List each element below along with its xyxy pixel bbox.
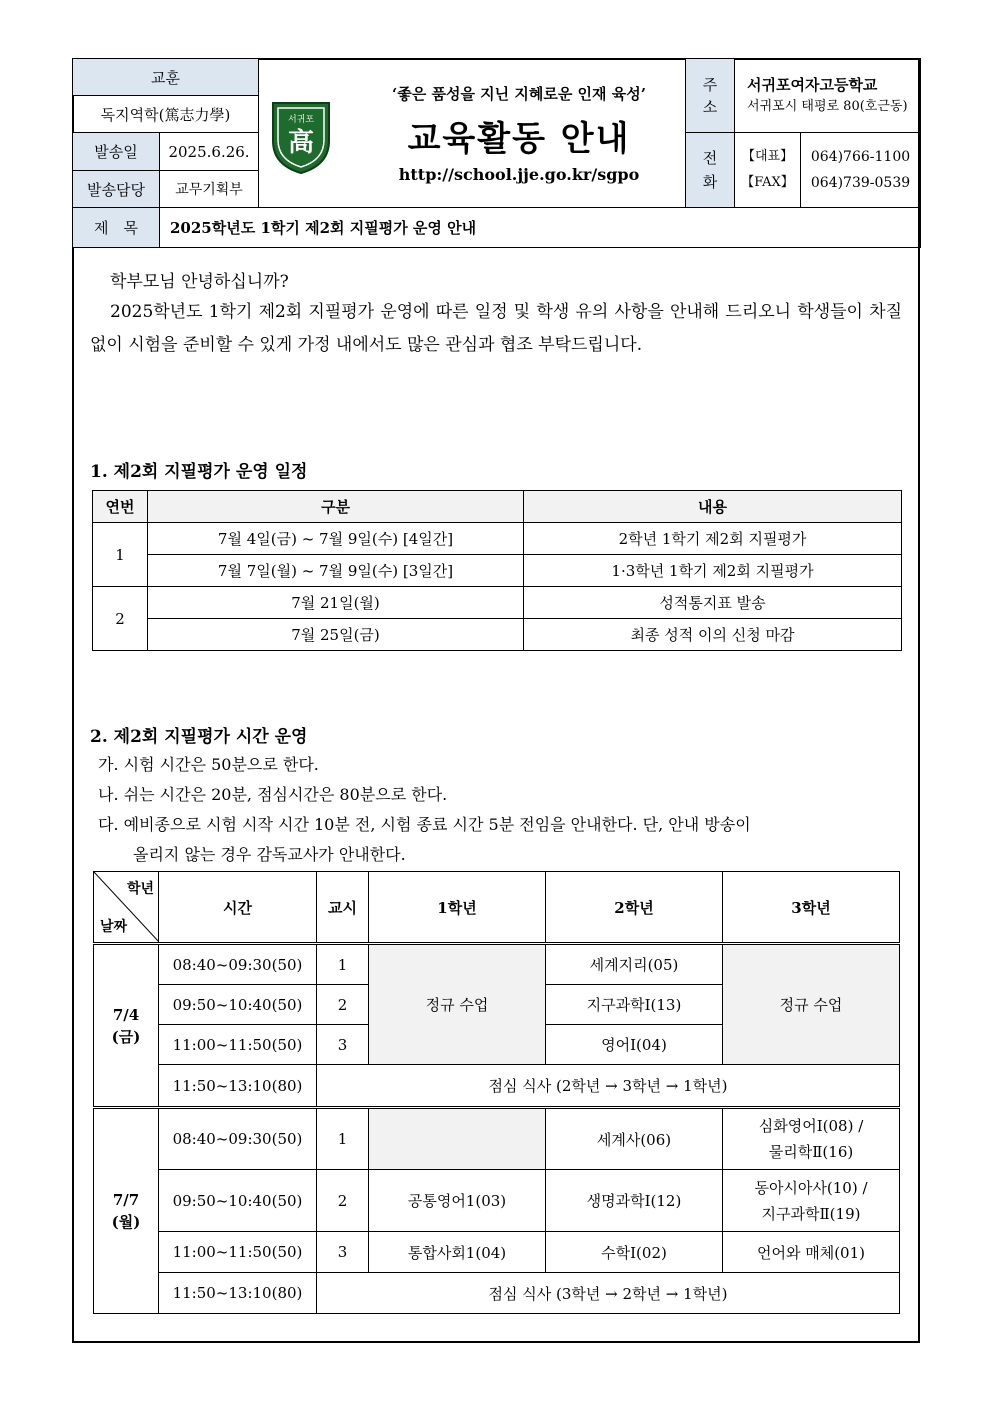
day1-grade1: 정규 수업 <box>369 944 546 1065</box>
time-cell: 09:50~10:40(50) <box>159 985 317 1025</box>
intro-paragraph: 2025학년도 1학기 제2회 지필평가 운영에 따른 일정 및 학생 유의 사항을 안내해 드리오니 학생들이 차질 없이 시험을 준비할 수 있게 가정 내에서도 많은 관심과 협조 부탁드립니다. <box>90 302 902 355</box>
period-cell: 2 <box>317 1170 369 1232</box>
day1-grade2-p2: 지구과학Ⅰ(13) <box>546 985 723 1025</box>
corner-date: 날짜 <box>100 919 128 935</box>
row-content: 1·3학년 1학기 제2회 지필평가 <box>524 555 902 587</box>
table-row <box>94 1170 900 1232</box>
col-grade3: 3학년 <box>723 872 900 944</box>
day2-grade1-p1 <box>369 1108 546 1170</box>
period-cell: 2 <box>317 985 369 1025</box>
rep-number: 064)766-1100 <box>810 149 911 165</box>
row-content: 2학년 1학기 제2회 지필평가 <box>524 523 902 555</box>
corner-cell <box>94 872 159 944</box>
period-cell: 1 <box>317 1108 369 1170</box>
rule-item-continued: 올리지 않는 경우 감독교사가 안내한다. <box>133 845 406 864</box>
sender-label: 발송담당 <box>73 171 160 208</box>
lunch-time: 11:50~13:10(80) <box>159 1065 317 1108</box>
row-period: 7월 21일(월) <box>148 587 524 619</box>
section1-heading: 1. 제2회 지필평가 운영 일정 <box>90 462 308 482</box>
address-label: 주소 <box>686 59 735 133</box>
phone-type-cell <box>735 133 801 208</box>
row-no: 1 <box>93 523 148 587</box>
motto-label: 교훈 <box>73 59 259 96</box>
day2-grade3-p2: 동아시아사(10) / 지구과학Ⅱ(19) <box>723 1170 900 1232</box>
subject: 2025학년도 1학기 제2회 지필평가 운영 안내 <box>160 208 921 248</box>
day2-date: 7/7 (월) <box>94 1108 159 1314</box>
address-cell <box>735 59 921 133</box>
greeting: 학부모님 안녕하십니까? <box>110 272 289 292</box>
row-content: 최종 성적 이의 신청 마감 <box>524 619 902 651</box>
day2-grade3-p1: 심화영어Ⅰ(08) / 물리학Ⅱ(16) <box>723 1108 900 1170</box>
timetable <box>93 871 900 1314</box>
day2-grade1-p3: 통합사회1(04) <box>369 1232 546 1273</box>
phone-number-cell <box>801 133 921 208</box>
fax-label: 【FAX】 <box>741 175 794 190</box>
table-row <box>93 587 902 619</box>
time-cell: 11:00~11:50(50) <box>159 1232 317 1273</box>
sent-date: 2025.6.26. <box>160 133 259 171</box>
lunch-order: 점심 식사 (2학년 → 3학년 → 1학년) <box>317 1065 900 1108</box>
table-row <box>94 1108 900 1170</box>
row-period: 7월 4일(금) ~ 7월 9일(수) [4일간] <box>148 523 524 555</box>
row-period: 7월 25일(금) <box>148 619 524 651</box>
table-row <box>93 523 902 555</box>
sender: 교무기획부 <box>160 171 259 208</box>
col-period: 구분 <box>148 491 524 523</box>
row-content: 성적통지표 발송 <box>524 587 902 619</box>
rule-item: 가. 시험 시간은 50분으로 한다. <box>98 755 319 774</box>
letterhead <box>72 58 921 248</box>
lunch-order: 점심 식사 (3학년 → 2학년 → 1학년) <box>317 1273 900 1314</box>
sent-date-label: 발송일 <box>73 133 160 171</box>
col-no: 연번 <box>93 491 148 523</box>
col-content: 내용 <box>524 491 902 523</box>
time-cell: 09:50~10:40(50) <box>159 1170 317 1232</box>
col-period: 교시 <box>317 872 369 944</box>
table-row <box>94 1232 900 1273</box>
emblem-char: 高 <box>288 128 315 158</box>
day1-date: 7/4 (금) <box>94 944 159 1108</box>
col-grade1: 1학년 <box>369 872 546 944</box>
row-no: 2 <box>93 587 148 651</box>
table-row <box>94 944 900 985</box>
school-emblem <box>267 97 335 175</box>
day2-grade3-p3: 언어와 매체(01) <box>723 1232 900 1273</box>
day2-grade2-p1: 세계사(06) <box>546 1108 723 1170</box>
period-cell: 1 <box>317 944 369 985</box>
rule-item: 다. 예비종으로 시험 시작 시간 10분 전, 시험 종료 시간 5분 전임을 안내한다. 단, 안내 방송이 <box>98 815 751 834</box>
corner-grade: 학년 <box>126 881 154 897</box>
rule-item: 나. 쉬는 시간은 20분, 점심시간은 80분으로 한다. <box>98 785 448 804</box>
table-row <box>93 619 902 651</box>
time-cell: 08:40~09:30(50) <box>159 944 317 985</box>
day2-grade2-p2: 생명과학Ⅰ(12) <box>546 1170 723 1232</box>
subject-label: 제 목 <box>73 208 160 248</box>
rep-label: 【대표】 <box>741 149 794 164</box>
period-cell: 3 <box>317 1232 369 1273</box>
slogan: ‘좋은 품성을 지닌 지혜로운 인재 육성’ <box>392 85 646 103</box>
period-cell: 3 <box>317 1025 369 1065</box>
day2-grade2-p3: 수학Ⅰ(02) <box>546 1232 723 1273</box>
phone-label: 전화 <box>686 133 735 208</box>
school-name: 서귀포여자고등학교 <box>747 75 878 94</box>
school-url[interactable]: http://school.jje.go.kr/sgpo <box>398 165 640 184</box>
row-period: 7월 7일(월) ~ 7월 9일(수) [3일간] <box>148 555 524 587</box>
day1-grade2-p3: 영어Ⅰ(04) <box>546 1025 723 1065</box>
title-block <box>259 59 686 208</box>
section2-heading: 2. 제2회 지필평가 시간 운영 <box>90 727 308 747</box>
day2-grade1-p2: 공통영어1(03) <box>369 1170 546 1232</box>
schedule-table <box>92 490 902 651</box>
emblem-label: 서귀포 <box>287 115 315 125</box>
lunch-time: 11:50~13:10(80) <box>159 1273 317 1314</box>
school-address: 서귀포시 태평로 80(호근동) <box>747 98 908 114</box>
table-row <box>94 1273 900 1314</box>
time-cell: 08:40~09:30(50) <box>159 1108 317 1170</box>
fax-number: 064)739-0539 <box>810 175 911 191</box>
day1-grade3: 정규 수업 <box>723 944 900 1065</box>
table-row <box>94 1065 900 1108</box>
table-row <box>93 555 902 587</box>
document-title: 교육활동 안내 <box>407 119 631 159</box>
motto-value: 독지역학(篤志力學) <box>73 96 259 133</box>
col-time: 시간 <box>159 872 317 944</box>
day1-grade2-p1: 세계지리(05) <box>546 944 723 985</box>
time-cell: 11:00~11:50(50) <box>159 1025 317 1065</box>
col-grade2: 2학년 <box>546 872 723 944</box>
